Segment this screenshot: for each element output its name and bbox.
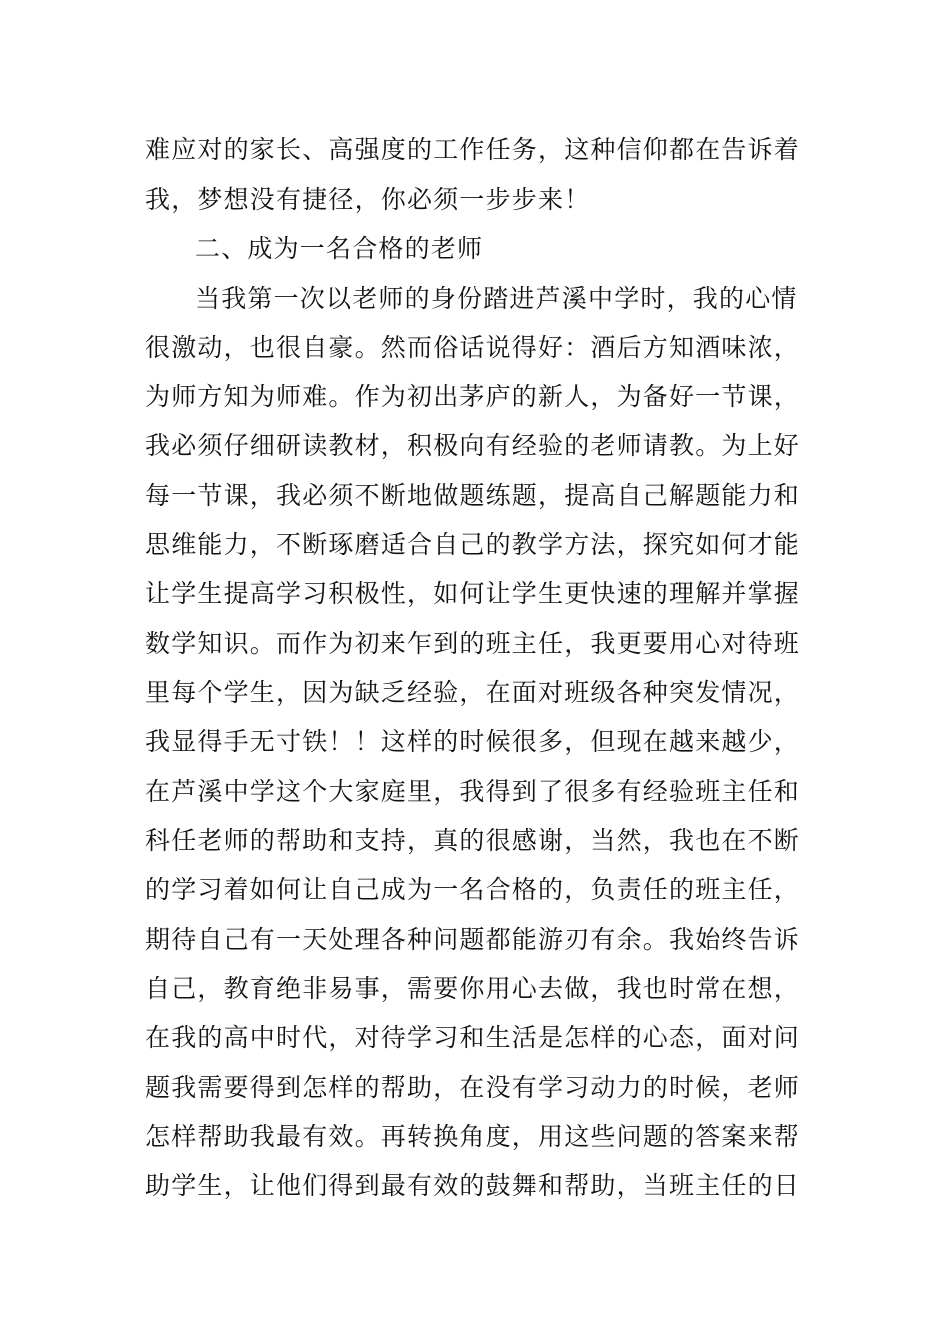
section-heading: 二、成为一名合格的老师 bbox=[195, 234, 484, 263]
text-line: 怎样帮助我最有效。再转换角度，用这些问题的答案来帮 bbox=[145, 1122, 801, 1151]
text-line: 很激动，也很自豪。然而俗话说得好：酒后方知酒味浓， bbox=[145, 333, 801, 362]
text-line: 我，梦想没有捷径，你必须一步步来！ bbox=[145, 185, 591, 214]
text-line: 在芦溪中学这个大家庭里，我得到了很多有经验班主任和 bbox=[145, 777, 801, 806]
text-line: 科任老师的帮助和支持，真的很感谢，当然，我也在不断 bbox=[145, 826, 801, 855]
text-line: 我显得手无寸铁！！这样的时候很多，但现在越来越少， bbox=[145, 727, 801, 756]
text-line: 思维能力，不断琢磨适合自己的教学方法，探究如何才能 bbox=[145, 530, 801, 559]
text-line: 助学生，让他们得到最有效的鼓舞和帮助，当班主任的日 bbox=[145, 1171, 801, 1200]
text-line: 的学习着如何让自己成为一名合格的，负责任的班主任， bbox=[145, 875, 801, 904]
text-line: 题我需要得到怎样的帮助，在没有学习动力的时候，老师 bbox=[145, 1073, 801, 1102]
text-line: 让学生提高学习积极性，如何让学生更快速的理解并掌握 bbox=[145, 579, 801, 608]
text-line: 我必须仔细研读教材，积极向有经验的老师请教。为上好 bbox=[145, 431, 801, 460]
text-line: 数学知识。而作为初来乍到的班主任，我更要用心对待班 bbox=[145, 629, 801, 658]
text-line: 在我的高中时代，对待学习和生活是怎样的心态，面对问 bbox=[145, 1023, 801, 1052]
paragraph-first-line: 当我第一次以老师的身份踏进芦溪中学时，我的心情 bbox=[195, 284, 798, 313]
text-line: 为师方知为师难。作为初出茅庐的新人，为备好一节课， bbox=[145, 382, 801, 411]
text-line: 里每个学生，因为缺乏经验，在面对班级各种突发情况， bbox=[145, 678, 801, 707]
text-line: 每一节课，我必须不断地做题练题，提高自己解题能力和 bbox=[145, 481, 801, 510]
text-line: 自己，教育绝非易事，需要你用心去做，我也时常在想， bbox=[145, 974, 801, 1003]
text-line: 难应对的家长、高强度的工作任务，这种信仰都在告诉着 bbox=[145, 135, 801, 164]
text-line: 期待自己有一天处理各种问题都能游刃有余。我始终告诉 bbox=[145, 925, 801, 954]
